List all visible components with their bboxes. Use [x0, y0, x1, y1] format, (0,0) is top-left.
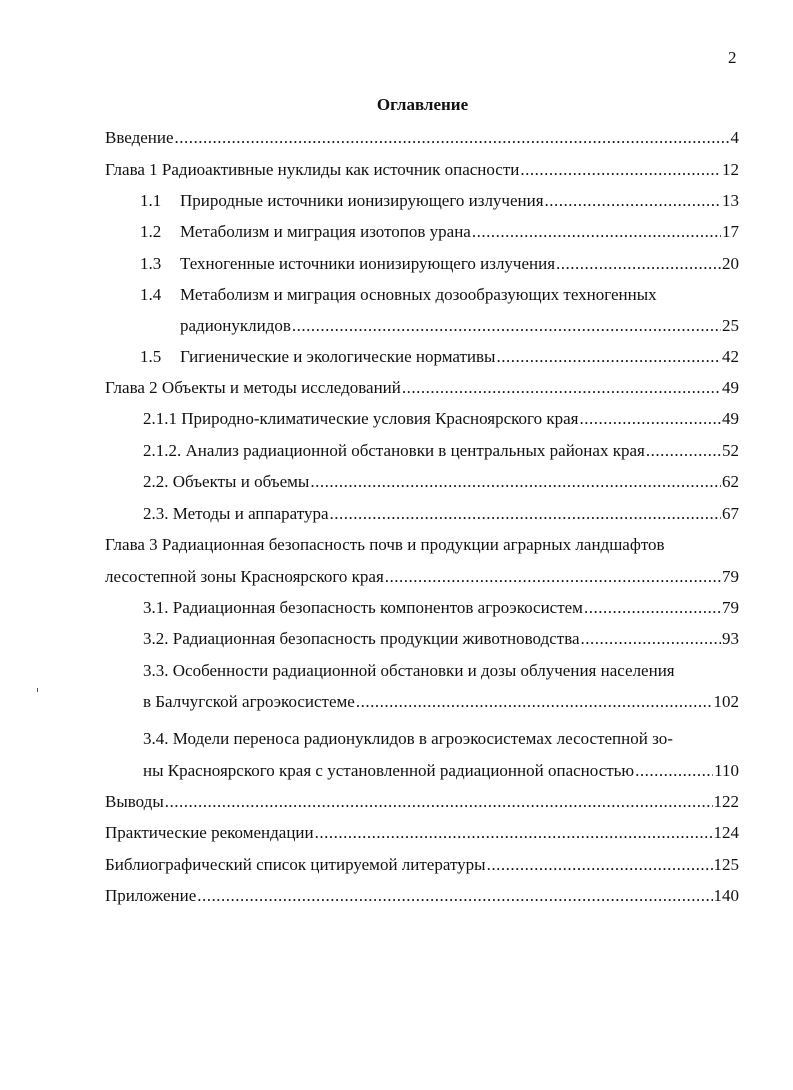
toc-entry-text: Гигиенические и экологические нормативы: [180, 347, 496, 366]
toc-entry-text: Глава 3 Радиационная безопасность почв и продукции аграрных ландшафтов: [105, 535, 665, 554]
toc-leader-dots: [315, 823, 713, 843]
toc-page-number: 49: [722, 378, 739, 397]
toc-leader-dots: [496, 347, 721, 367]
toc-leader-dots: [579, 409, 721, 429]
toc-entry-text: 2.3. Методы и аппаратура: [143, 504, 329, 523]
toc-entry-2-1-2[interactable]: [143, 441, 739, 461]
toc-entry-3-4-continued[interactable]: [143, 761, 739, 781]
toc-entry-appendix[interactable]: [105, 886, 739, 906]
toc-entry-recommendations[interactable]: [105, 823, 739, 843]
toc-entry-chapter-1[interactable]: [105, 160, 739, 180]
toc-leader-dots: [487, 855, 713, 875]
toc-entry-text: Природные источники ионизирующего излучения: [180, 191, 544, 210]
toc-entry-text: Метаболизм и миграция изотопов урана: [180, 222, 471, 241]
toc-leader-dots: [402, 378, 721, 398]
toc-entry-text-continued: радионуклидов: [180, 316, 291, 335]
toc-entry-text: Практические рекомендации: [105, 823, 314, 842]
toc-entry-1-2[interactable]: [140, 222, 739, 242]
toc-entry-1-4-continued[interactable]: [180, 316, 739, 336]
toc-page-number: 17: [722, 222, 739, 241]
toc-entry-1-5[interactable]: [140, 347, 739, 367]
toc-entry-1-3[interactable]: [140, 254, 739, 274]
toc-entry-introduction[interactable]: [105, 128, 739, 148]
toc-entry-chapter-3-continued[interactable]: [105, 567, 739, 587]
toc-entry-text: 3.3. Особенности радиационной обстановки и дозы облучения населения: [143, 661, 675, 680]
toc-entry-text: Глава 2 Объекты и методы исследований: [105, 378, 401, 397]
toc-leader-dots: [556, 254, 721, 274]
toc-entry-text: Глава 1 Радиоактивные нуклиды как источник опасности: [105, 160, 520, 179]
toc-page-number: 93: [722, 629, 739, 648]
toc-leader-dots: [197, 886, 712, 906]
toc-entry-text: Введение: [105, 128, 174, 147]
toc-entry-text-continued: в Балчугской агроэкосистеме: [143, 692, 355, 711]
toc-page-number: 140: [713, 886, 739, 905]
toc-entry-2-2[interactable]: [143, 472, 739, 492]
toc-page-number: 13: [722, 191, 739, 210]
toc-entry-3-1[interactable]: [143, 598, 739, 618]
toc-page-number: 42: [722, 347, 739, 366]
toc-entry-text: 3.1. Радиационная безопасность компонентов агроэкосистем: [143, 598, 583, 617]
toc-page-number: 102: [713, 692, 739, 711]
toc-page-number: 52: [722, 441, 739, 460]
toc-entry-chapter-3[interactable]: [105, 535, 739, 555]
toc-entry-text-continued: ны Красноярского края с установленной радиационной опасностью: [143, 761, 635, 780]
toc-entry-2-1-1[interactable]: [143, 409, 739, 429]
toc-section-number: 1.5: [140, 347, 162, 366]
page-number: 2: [728, 48, 737, 67]
toc-section-number: 1.4: [140, 285, 162, 304]
toc-leader-dots: [584, 598, 721, 618]
toc-leader-dots: [310, 472, 721, 492]
toc-entry-3-2[interactable]: [143, 629, 739, 649]
toc-leader-dots: [165, 792, 713, 812]
toc-leader-dots: [646, 441, 721, 461]
toc-entry-3-4[interactable]: [143, 729, 739, 749]
page-title: Оглавление: [376, 95, 469, 114]
toc-section-number: 1.1: [140, 191, 162, 210]
scan-artifact: [37, 688, 38, 692]
toc-entry-bibliography[interactable]: [105, 855, 739, 875]
toc-leader-dots: [385, 567, 721, 587]
toc-entry-text: Метаболизм и миграция основных дозообразующих техногенных: [180, 285, 657, 304]
toc-page-number: 67: [722, 504, 739, 523]
toc-entry-text: Приложение: [105, 886, 197, 905]
toc-entry-text: Библиографический список цитируемой литературы: [105, 855, 486, 874]
toc-entry-1-4[interactable]: [140, 285, 739, 305]
toc-leader-dots: [330, 504, 722, 524]
toc-page-number: 20: [722, 254, 739, 273]
toc-entry-text: Выводы: [105, 792, 164, 811]
toc-leader-dots: [472, 222, 721, 242]
toc-leader-dots: [581, 629, 721, 649]
toc-leader-dots: [356, 692, 713, 712]
toc-entry-text: 3.4. Модели переноса радионуклидов в агроэкосистемах лесостепной зо-: [143, 729, 673, 748]
toc-page-number: 25: [722, 316, 739, 335]
toc-page-number: 79: [722, 567, 739, 586]
toc-entry-text: 2.2. Объекты и объемы: [143, 472, 310, 491]
toc-page-number: 12: [722, 160, 739, 179]
toc-entry-chapter-2[interactable]: [105, 378, 739, 398]
toc-section-number: 1.3: [140, 254, 162, 273]
toc-entry-1-1[interactable]: [140, 191, 739, 211]
toc-entry-text: Техногенные источники ионизирующего излучения: [180, 254, 556, 273]
toc-page-number: 4: [730, 128, 739, 147]
toc-entry-3-3[interactable]: [143, 661, 739, 681]
toc-entry-2-3[interactable]: [143, 504, 739, 524]
toc-leader-dots: [635, 761, 713, 781]
toc-page-number: 49: [722, 409, 739, 428]
toc-leader-dots: [292, 316, 721, 336]
toc-leader-dots: [545, 191, 721, 211]
toc-entry-text-continued: лесостепной зоны Красноярского края: [105, 567, 384, 586]
toc-entry-conclusions[interactable]: [105, 792, 739, 812]
toc-page-number: 110: [714, 761, 739, 780]
toc-page-number: 79: [722, 598, 739, 617]
toc-page-number: 122: [713, 792, 739, 811]
toc-entry-text: 2.1.1 Природно-климатические условия Красноярского края: [143, 409, 579, 428]
toc-entry-text: 2.1.2. Анализ радиационной обстановки в центральных районах края: [143, 441, 645, 460]
toc-section-number: 1.2: [140, 222, 162, 241]
toc-leader-dots: [175, 128, 730, 148]
toc-leader-dots: [520, 160, 721, 180]
toc-page-number: 125: [713, 855, 739, 874]
toc-entry-3-3-continued[interactable]: [143, 692, 739, 712]
toc-page-number: 124: [713, 823, 739, 842]
toc-page-number: 62: [722, 472, 739, 491]
toc-entry-text: 3.2. Радиационная безопасность продукции животноводства: [143, 629, 580, 648]
